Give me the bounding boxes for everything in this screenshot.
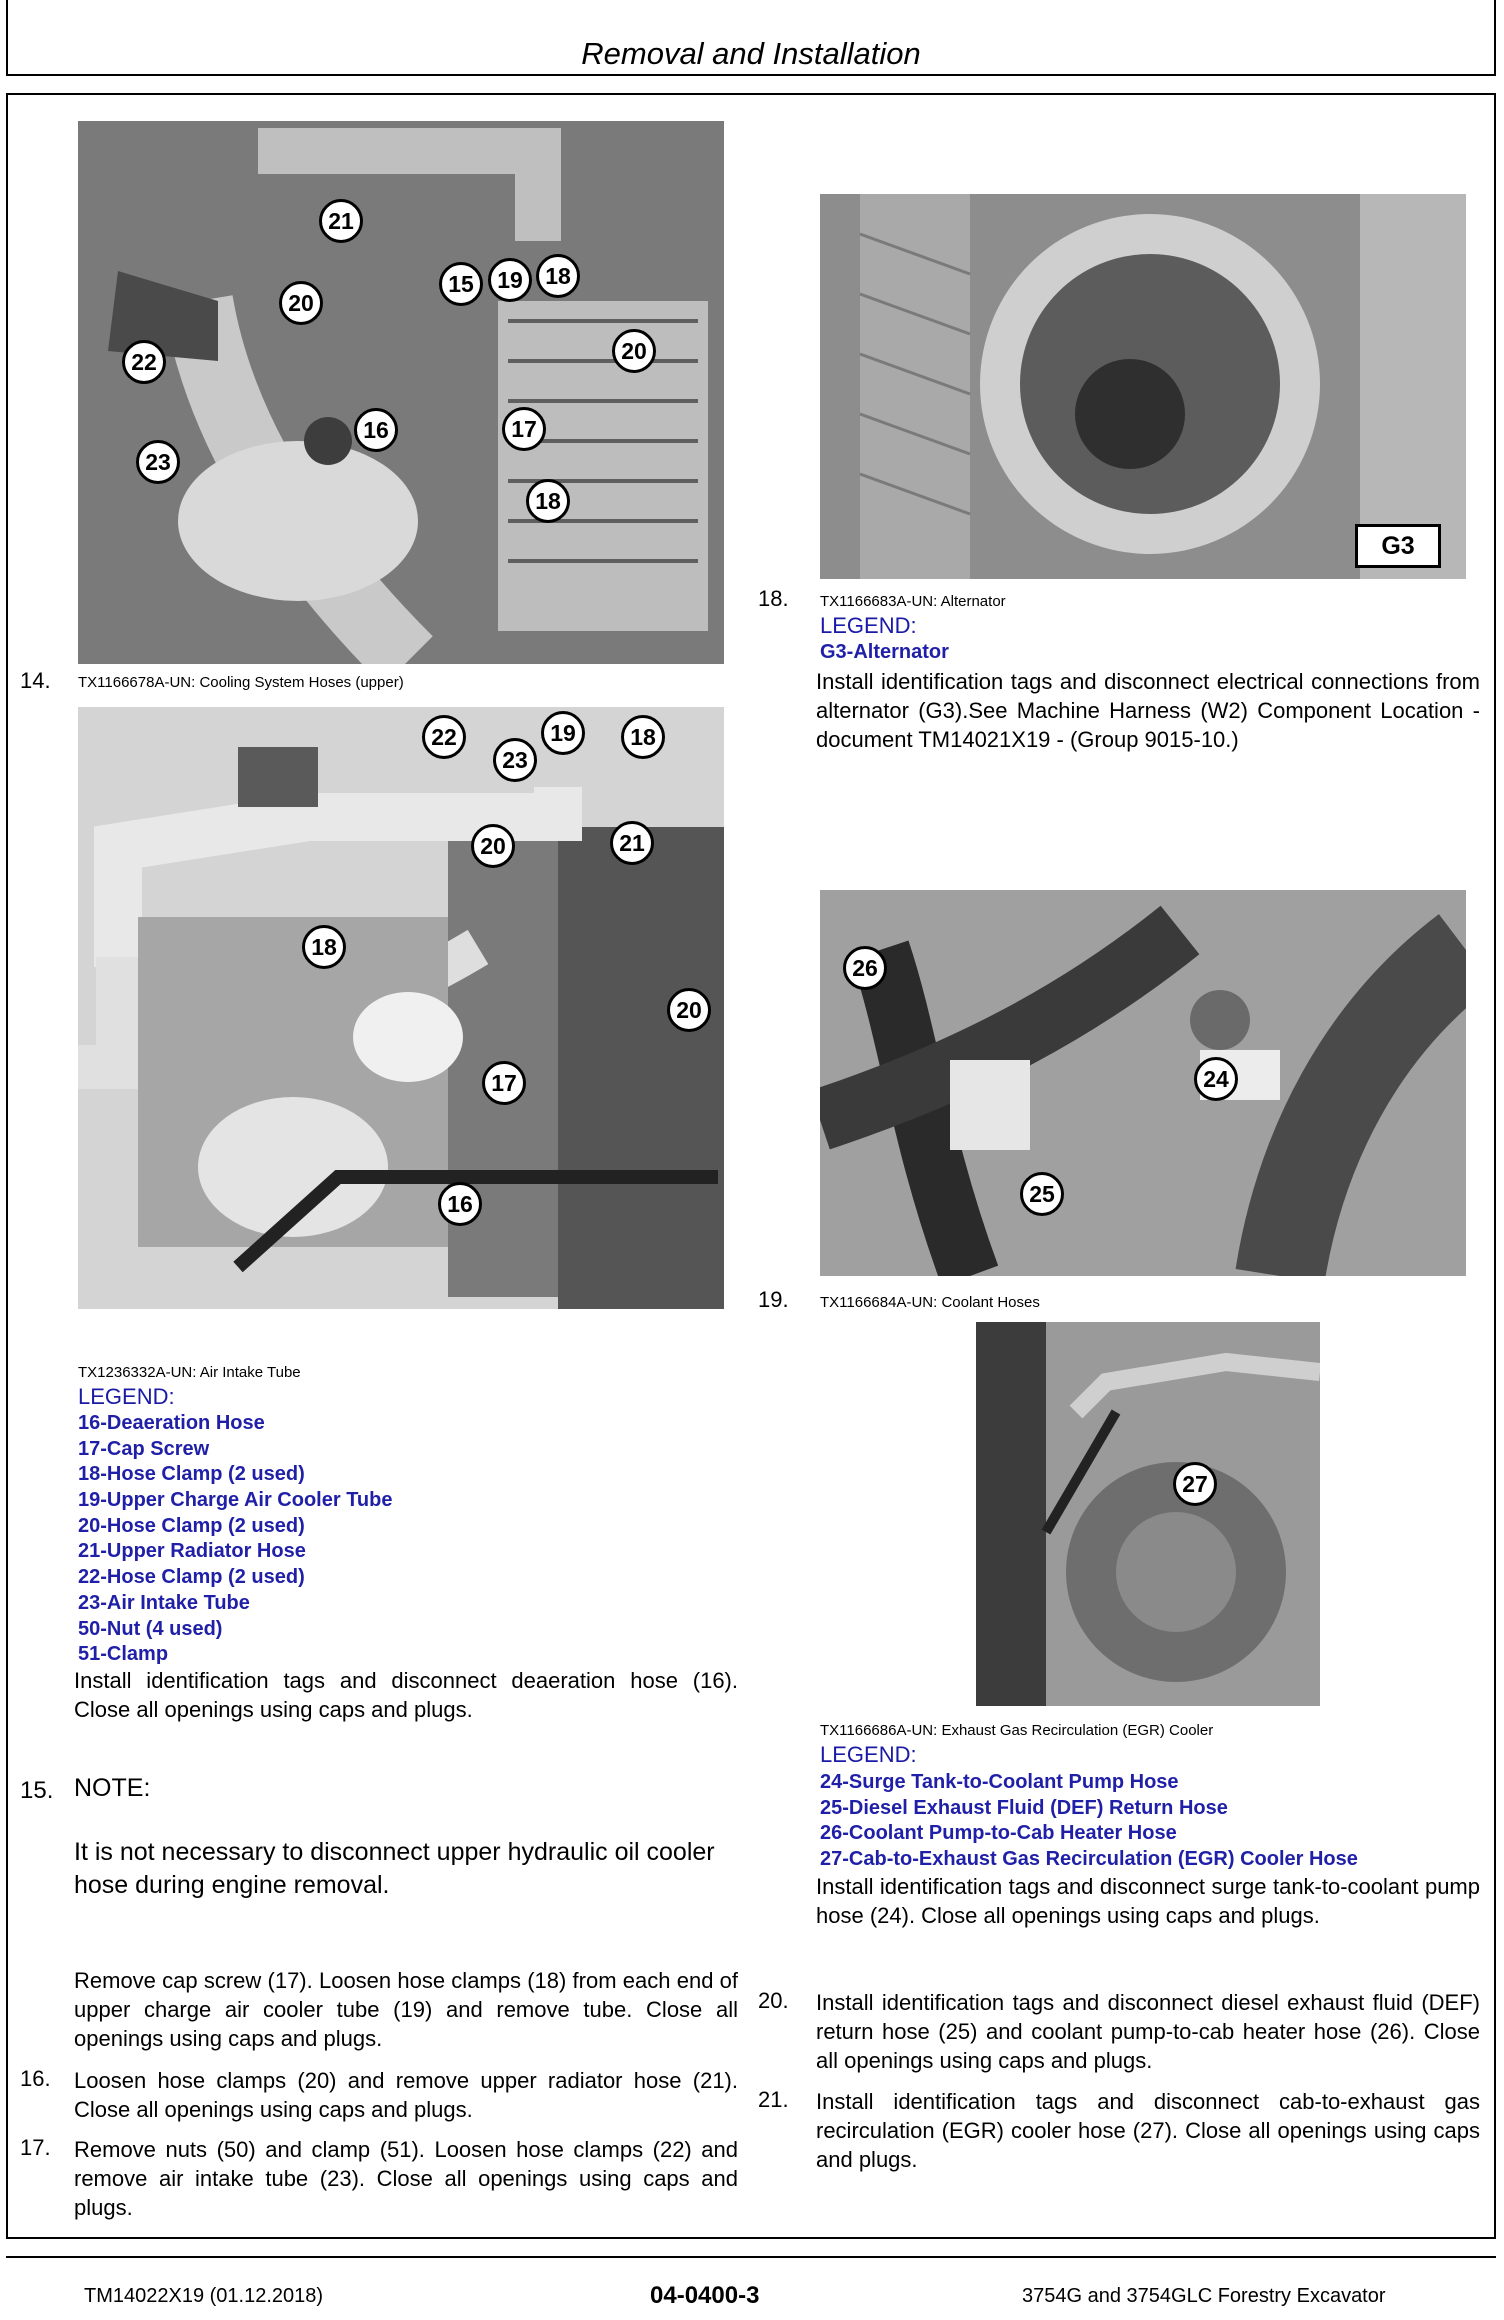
legend-item: 18-Hose Clamp (2 used) (78, 1463, 305, 1486)
callout-19b: 19 (541, 711, 585, 755)
callout-21b: 21 (610, 821, 654, 865)
callout-17b: 17 (482, 1061, 526, 1105)
callout-16: 16 (354, 408, 398, 452)
callout-24: 24 (1194, 1057, 1238, 1101)
footer-machine: 3754G and 3754GLC Forestry Excavator (1022, 2285, 1386, 2307)
step-16-number: 16. (20, 2066, 51, 2091)
egr-cooler-illustration (976, 1322, 1320, 1706)
step-20-text: Install identification tags and disconnect diesel exhaust fluid (DEF) return hose (25) and coolant pump-to-cab heater hose (26). Close all openings using caps and plugs. (816, 1990, 1480, 2073)
legend-item: 19-Upper Charge Air Cooler Tube (78, 1489, 393, 1512)
step-17-text: Remove nuts (50) and clamp (51). Loosen hose clamps (22) and remove air intake tube (23). Close all openings using caps and plugs. (74, 2137, 738, 2220)
air-intake-caption: TX1236332A-UN: Air Intake Tube (78, 1364, 301, 1381)
callout-20b: 20 (612, 329, 656, 373)
callout-20: 20 (279, 281, 323, 325)
callout-21: 21 (319, 199, 363, 243)
legend-item: 51-Clamp (78, 1643, 169, 1666)
alternator-photo (820, 194, 1466, 579)
callout-17: 17 (502, 407, 546, 451)
footer-doc-id: TM14022X19 (01.12.2018) (84, 2285, 324, 2307)
step-16-text: Loosen hose clamps (20) and remove upper radiator hose (21). Close all openings using caps and plugs. (74, 2068, 738, 2122)
callout-18b: 18 (526, 479, 570, 523)
callout-23b: 23 (493, 738, 537, 782)
cooling-hoses-caption: TX1166678A-UN: Cooling System Hoses (upper) (78, 674, 404, 691)
egr-cooler-caption: TX1166686A-UN: Exhaust Gas Recirculation (EGR) Cooler (820, 1722, 1214, 1739)
legend-item: 23-Air Intake Tube (78, 1591, 250, 1614)
air-intake-illustration (78, 707, 724, 1309)
legend-item: 20-Hose Clamp (2 used) (78, 1514, 305, 1537)
step-21-number: 21. (758, 2087, 789, 2112)
callout-20c: 20 (471, 824, 515, 868)
legend-title-air-intake: LEGEND: (78, 1384, 175, 1409)
step-15-number: 15. (20, 1777, 54, 1804)
callout-25: 25 (1020, 1172, 1064, 1216)
legend-item: 22-Hose Clamp (2 used) (78, 1566, 305, 1589)
legend-air-intake (78, 1411, 393, 1668)
step-17-number: 17. (20, 2135, 51, 2160)
note-text: It is not necessary to disconnect upper hydraulic oil cooler hose during engine removal. (74, 1838, 715, 1899)
cooling-hoses-photo (78, 121, 724, 664)
coolant-hoses-photo (820, 890, 1466, 1276)
step-18-number: 18. (758, 586, 789, 611)
legend-title-alternator: LEGEND: (820, 613, 917, 638)
footer-rule (6, 2256, 1496, 2258)
callout-26: 26 (843, 946, 887, 990)
callout-18d: 18 (302, 925, 346, 969)
step-18-text: Install identification tags and disconnect electrical connections from alternator (G3).See Machine Harness (W2) Component Location - document TM14021X19 - (Group 9015-10.) (816, 669, 1480, 752)
legend-alternator (820, 640, 949, 666)
step-15-text: Remove cap screw (17). Loosen hose clamps (18) from each end of upper charge air cooler tube (19) and remove tube. Close all openings using caps and plugs. (74, 1968, 738, 2051)
callout-22b: 22 (422, 715, 466, 759)
step-14-text: Install identification tags and disconnect deaeration hose (16). Close all openings using caps and plugs. (74, 1668, 738, 1722)
step-14-number: 14. (20, 668, 51, 693)
legend-item: 26-Coolant Pump-to-Cab Heater Hose (820, 1822, 1177, 1845)
legend-item: 16-Deaeration Hose (78, 1412, 265, 1434)
legend-item: 24-Surge Tank-to-Coolant Pump Hose (820, 1771, 1179, 1793)
callout-19: 19 (488, 258, 532, 302)
alternator-caption: TX1166683A-UN: Alternator (820, 593, 1006, 610)
cooling-hoses-illustration (78, 121, 724, 664)
step-19-number: 19. (758, 1287, 789, 1312)
footer-page-number: 04-0400-3 (650, 2282, 760, 2309)
callout-23: 23 (136, 440, 180, 484)
callout-15: 15 (439, 262, 483, 306)
step-19-text: Install identification tags and disconnect surge tank-to-coolant pump hose (24). Close all openings using caps and plugs. (816, 1874, 1480, 1928)
legend-item: 21-Upper Radiator Hose (78, 1540, 306, 1563)
air-intake-photo (78, 707, 724, 1309)
callout-18c: 18 (621, 715, 665, 759)
alternator-tag: G3 (1355, 524, 1441, 568)
egr-cooler-photo (976, 1322, 1320, 1706)
step-20-number: 20. (758, 1988, 789, 2013)
legend-item: 27-Cab-to-Exhaust Gas Recirculation (EGR) Cooler Hose (820, 1848, 1358, 1871)
legend-item: G3-Alternator (820, 641, 949, 663)
callout-20d: 20 (667, 988, 711, 1032)
legend-item: 17-Cap Screw (78, 1437, 210, 1460)
page-title: Removal and Installation (581, 36, 921, 71)
alternator-illustration (820, 194, 1466, 579)
callout-27: 27 (1173, 1462, 1217, 1506)
coolant-hoses-illustration (820, 890, 1466, 1276)
note-label: NOTE: (74, 1774, 151, 1802)
callout-22: 22 (122, 340, 166, 384)
legend-title-egr: LEGEND: (820, 1742, 917, 1767)
page-header (6, 0, 1496, 76)
legend-item: 50-Nut (4 used) (78, 1617, 223, 1640)
coolant-hoses-caption: TX1166684A-UN: Coolant Hoses (820, 1294, 1040, 1311)
step-21-text: Install identification tags and disconnect cab-to-exhaust gas recirculation (EGR) cooler hose (27). Close all openings using caps and plugs. (816, 2089, 1480, 2172)
legend-egr (820, 1770, 1358, 1873)
callout-16b: 16 (438, 1182, 482, 1226)
legend-item: 25-Diesel Exhaust Fluid (DEF) Return Hose (820, 1796, 1228, 1819)
callout-18: 18 (536, 254, 580, 298)
